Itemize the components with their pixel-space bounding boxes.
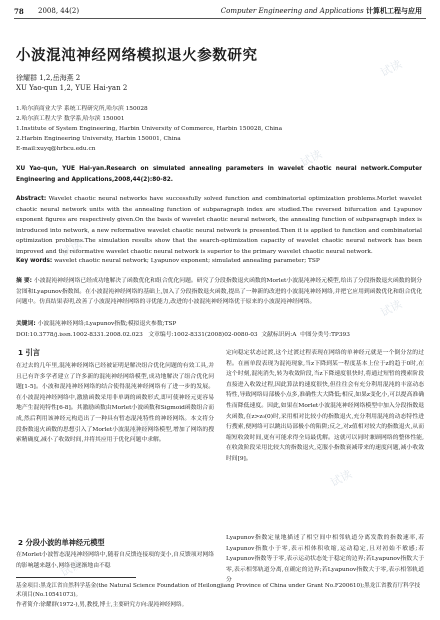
header-rule [14, 18, 426, 19]
keywords-en: Key words: wavelet chaotic neural network; Lyapunov exponent; simulated annealing parameter; TSP [16, 258, 320, 264]
affiliation-2: 2.哈尔滨工程大学 数学系,哈尔滨 150001 [16, 116, 125, 122]
journal-name: Computer Engineering and Applications 计算机工程与应用 [220, 7, 422, 15]
affiliation-4: 2.Harbin Engineering University, Harbin 150001, China [16, 136, 181, 142]
page-number: 78 [14, 7, 24, 16]
affiliation-3: 1.Institute of System Engineering, Harbin University of Commerce, Harbin 150028, China [16, 126, 283, 132]
citation: XU Yao-qun, YUE Hai-yan.Research on simulated annealing parameters in wavelet chaotic neural network.Computer Engineering and Applications,2008,44(2):80-82. [16, 166, 422, 183]
section-1-heading: 1 引言 [18, 348, 40, 357]
affiliation-1: 1.哈尔滨商业大学 系统工程研究所,哈尔滨 150028 [16, 106, 148, 112]
keywords-cn: 关键词: 小波混沌神经网络;Lyapunov指数;模拟退火参数;TSP [16, 321, 177, 327]
abstract-en: Abstract: Wavelet chaotic neural networks have successfully solved function and combinatorial optimization problems.Morlet wavelet chaotic neural network units with the annealing function of subparagraph index are studied.The reversed bifurcation and Lyapunov exponent figures are respectively given.On the basis of wavelet chaotic neural network, the annealing function of subparagraph index is introduced into network, a new reformative wavelet chaotic neural network is presented.Then it is applied to function and combinatorial optimization problems.The simulation results show that the search-optimization capacity of wavelet chaotic neural network has been improved and the reformative wavelet chaotic neural network is superior to the primary wavelet chaotic neural network. [16, 196, 422, 255]
watermark: 试读 [378, 297, 404, 320]
paper-title: 小波混沌神经网络模拟退火参数研究 [16, 48, 258, 64]
authors-en: XU Yao-qun 1,2, YUE Hai-yan 2 [16, 84, 128, 92]
section-2-heading: 2 分段小波的单神经元模型 [18, 538, 105, 547]
footnote-fund: 基金项目:黑龙江省自然科学基金(the Natural Science Foundation of Heilongjiang Province of China under Grant No.F200610);黑龙江省教育厅科学技术项目(No.10541073)。 [16, 583, 421, 598]
email: E-mail:xuyq@hrbcu.edu.cn [16, 146, 96, 152]
section-2-body: 在Morlet小波暂态混沌神经网络中,随着自反馈连接项的变小,自反馈项对网络的影响越来越小,网络也逐渐地由不稳 [16, 552, 214, 569]
authors-cn: 徐耀群 1,2,岳海燕 2 [16, 74, 81, 82]
volume-info: 2008, 44(2) [38, 7, 80, 15]
footnote-author: 作者简介:徐耀群(1972-),男,教授,博士,主要研究方向:混沌神经网络。 [16, 602, 188, 608]
watermark: 试读 [328, 467, 354, 490]
abstract-cn: 摘 要: 小波混沌神经网络已经成功地解决了函数优化和组合优化问题。研究了分段指数退火函数的Morlet小波混沌神经元模型,给出了分段指数退火函数的倒分岔图和Lyapunov指数图。在小波混沌神经网络的基础上,加入了分段指数退火函数,提出了一种新的改进的小波混沌神经网络,并把它应用到函数优化和组合优化问题中。仿真结果表明,改善了小波混沌神经网络的寻优能力,改进的小波混沌神经网络优于原来的小波混沌神经网络。 [16, 278, 423, 305]
watermark: 试读 [128, 417, 154, 440]
running-header [0, 0, 440, 22]
watermark: 试读 [378, 57, 404, 80]
watermark: 试读 [58, 557, 84, 580]
right-column-para2: Lyapunov指数定量地描述了相空间中相邻轨道分离发散的指数速率,若Lyapunov指数小于零,表示相体积收缩,运动稳定,且对初始不敏感;若Lyapunov指数等于零,表示运动状态处于稳定的边界;若Lyapunov指数大于零,表示相邻轨道分离,在确定的边界;若Lyapunov指数大于零,表示相邻轨道分 [226, 535, 424, 584]
section-1-body: 在过去的几年里,混沌神经网络已经被证明是解决组合优化问题的有效工具,并且已有许多学者建立了许多新的混沌神经网络模型,成功地解决了组合优化问题[1-5]。小波和混沌神经网络的结合使得混沌神经网络有了进一步的发展。在小波混沌神经网络中,激励函数采用非单调的函数形式,即可使神经元更容易地产生混沌特性[6-8]。其激励函数由Morlet小波函数和Sigmoid函数组合而成,然后利用该神经元构造出了一种具有暂态混沌特性的神经网络。本文将分段指数退火函数的思想引入了Morlet小波混沌神经网络模型,增加了网络的搜索精确度,减小了收敛时间,并将其应用于优化问题中求解。 [16, 363, 214, 444]
watermark: 试读 [58, 237, 84, 260]
footnote-rule [16, 577, 136, 578]
right-column-body: 定向稳定状态过渡,这个过渡过程表现在网络的单神经元就是一个倒分岔的过程。在画单段表现为混沌现象,当z下降到某一程度基本上位于z的趋于0时,在这个时刻,混沌消失,转为收敛阶段,当z下降速度很快时,将通过短暂的搜索阶段直接进入收敛过程,因此算法的速度很快,但往往会有充分利用混沌的丰富动态特性,导致网络局部极小点多,准确性大大降低;相反,如果z变化小,可以提高准确性而降低速度。因此,如果在Morlet小波混沌神经网络模型中加入分段指数退火函数,在z>z₀(0)时,采用相对比较小的指数退火,充分利用混沌的动态特性进行搜索,便网络可以跳出局部极小的陷阱;反之,对z值相对较大的指数退火,从而缩短收敛时间,更有可能求得全局最优解。这就可以同时兼顾网络的整体性能,在收敛阶段采用比较大的指数退火,克服小指数衰减带来的速度问题,减小收敛时间[9]。 [226, 350, 424, 462]
watermark: 试读 [298, 147, 324, 170]
doi-line: DOI:10.3778/j.issn.1002-8331.2008.02.023 文章编号:1002-8331(2008)02-0080-03 文献标识码:A 中图分类号:TP393 [16, 332, 350, 338]
